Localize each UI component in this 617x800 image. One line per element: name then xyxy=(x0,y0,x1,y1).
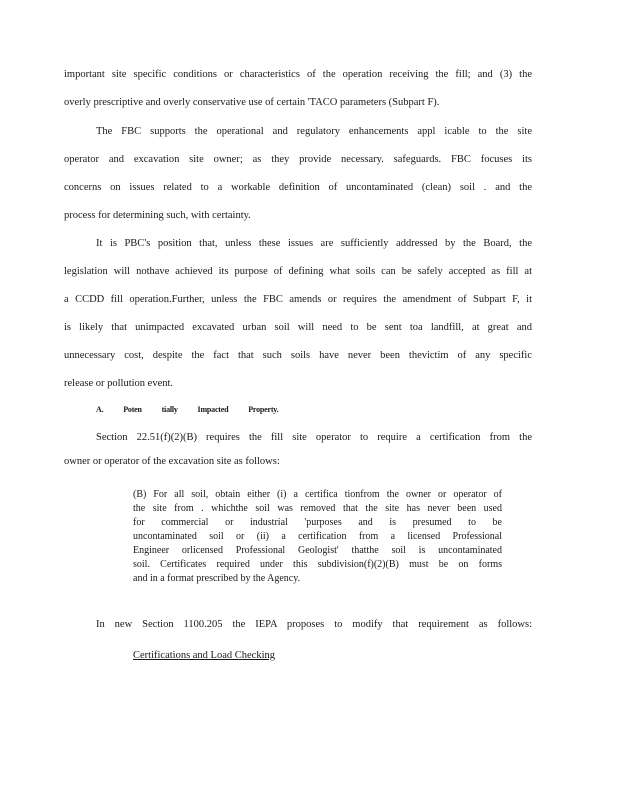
quote-line: Engineer orlicensed Professional Geologist' thatthe soil is uncontaminated xyxy=(133,545,502,556)
text-line: It is PBC's position that, unless these issues are sufficiently addressed by the Board, the xyxy=(96,238,532,249)
text-line: a CCDD fill operation.Further, unless the FBC amends or requires the amendment of Subpart F, it xyxy=(64,294,532,305)
text-line: concerns on issues related to a workable definition of uncontaminated (clean) soil . and the xyxy=(64,182,532,193)
heading-word: tially xyxy=(161,405,178,414)
text-line: operator and excavation site owner; as they provide necessary. safeguards. FBC focuses its xyxy=(64,154,532,165)
subsection-heading: Certifications and Load Checking xyxy=(133,650,276,661)
text-line: release or pollution event. xyxy=(64,378,174,389)
text-line: The FBC supports the operational and regulatory enhancements appl icable to the site xyxy=(96,126,532,137)
text-line: important site specific conditions or characteristics of the operation receiving the fill; and (3) the xyxy=(64,69,532,80)
heading-word: Property. xyxy=(248,405,279,414)
heading-word: Impacted xyxy=(197,405,229,414)
text-line: Section 22.51(f)(2)(B) requires the fill site operator to require a certification from the xyxy=(96,432,532,443)
text-line: In new Section 1100.205 the IEPA proposes to modify that requirement as follows: xyxy=(96,619,532,630)
text-line: legislation will nothave achieved its purpose of defining what soils can be safely accepted as fill at xyxy=(64,266,532,277)
quote-line: for commercial or industrial 'purposes and is presumed to be xyxy=(133,517,502,528)
text-line: process for determining such, with certainty. xyxy=(64,210,251,221)
quote-line: soil. Certificates required under this subdivision(f)(2)(B) must be on forms xyxy=(133,559,502,570)
quote-line: (B) For all soil, obtain either (i) a certifica tionfrom the owner or operator of xyxy=(133,489,502,500)
heading-label: A. xyxy=(96,405,104,414)
section-heading xyxy=(96,405,296,414)
quote-line: and in a format prescribed by the Agency. xyxy=(133,573,301,584)
text-line: owner or operator of the excavation site as follows: xyxy=(64,456,280,467)
heading-word: Poten xyxy=(123,405,142,414)
quote-line: the site from . whichthe soil was removed that the site has never been used xyxy=(133,503,502,514)
text-line: is likely that unimpacted excavated urban soil will need to be sent toa landfill, at great and xyxy=(64,322,532,333)
text-line: unnecessary cost, despite the fact that such soils have never been thevictim of any specific xyxy=(64,350,532,361)
text-line: overly prescriptive and overly conservative use of certain 'TACO parameters (Subpart F). xyxy=(64,97,440,108)
quote-line: uncontaminated soil or (ii) a certification from a licensed Professional xyxy=(133,531,502,542)
